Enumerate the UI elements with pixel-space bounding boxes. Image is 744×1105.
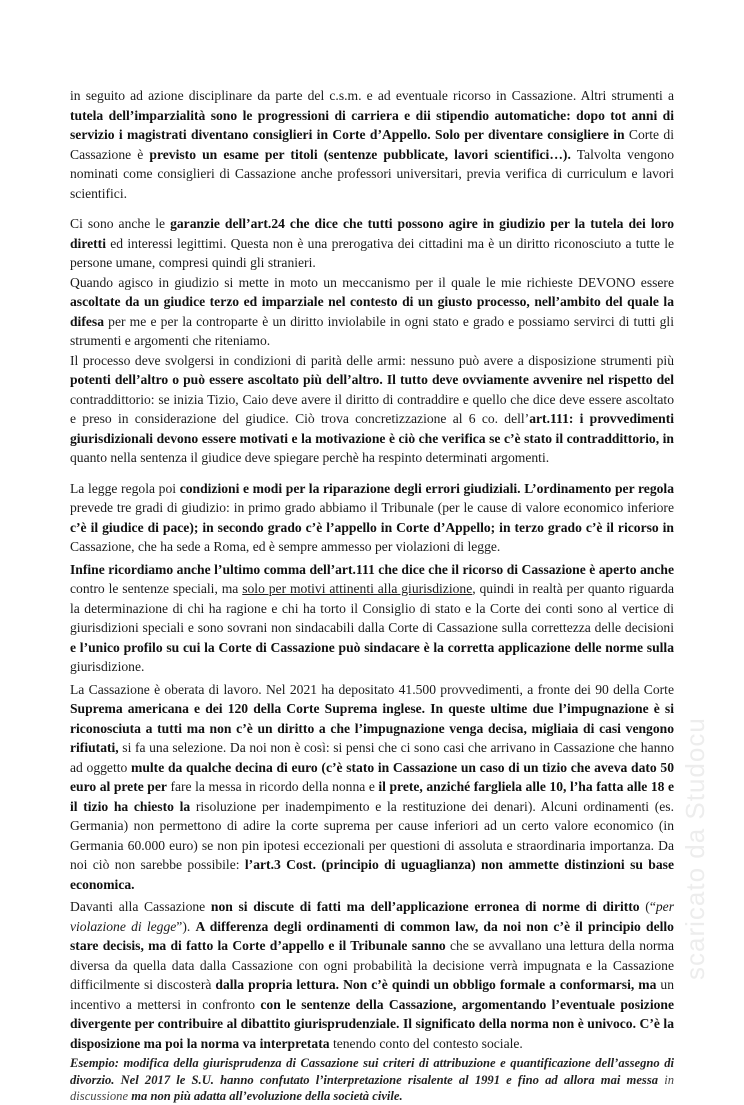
text: contro le sentenze speciali, ma bbox=[70, 581, 243, 596]
text: Talvolta vengono nominati come consiglieri di Cassazione anche professori universitari, previa verifica di curriculum e lavori scientifici. bbox=[70, 146, 675, 201]
document-page bbox=[70, 86, 674, 1105]
text: ed interessi legittimi. Questa non è una prerogativa dei cittadini ma è un diritto riconosciuto a tutte le persone umane, compresi quindi gli stranieri. bbox=[70, 235, 674, 270]
text: La Cassazione è oberata di lavoro. Nel 2021 ha depositato 41.500 provvedimenti, a fronte dei 90 della Corte bbox=[70, 681, 674, 697]
text: per me e per la controparte è un diritto inviolabile in ogni stato e grado e possiamo servirci di tutti gli strumenti e argomenti che riteniamo. bbox=[70, 313, 674, 348]
text: contraddittorio: se inizia Tizio, Caio deve avere il diritto di contraddire e quello che dice deve essere ascoltato e preso in considerazione del giudice. Ciò trova concretizzazione al 6 co. dell’ bbox=[70, 391, 674, 426]
bold-text: l’art.3 Cost. (principio di uguaglianza) non ammette distinzioni su base economica. bbox=[70, 857, 674, 892]
bold-text: multe da qualche decina di euro (c’è stato in Cassazione un caso di un tizio che aveva dato 50 euro al prete per bbox=[70, 759, 674, 794]
paragraph-csm-appointments bbox=[70, 86, 674, 203]
paragraph-art24 bbox=[70, 214, 674, 273]
text: Corte di Cassazione è bbox=[70, 127, 675, 162]
text: un incentivo a mettersi in confronto bbox=[70, 977, 674, 1012]
text: Quando agisco in giudizio si mette in moto un meccanismo per il quale le mie richieste DEVONO essere bbox=[70, 274, 674, 290]
text: fare la messa in ricordo della nonna e bbox=[166, 779, 379, 794]
paragraph-gap bbox=[70, 468, 674, 479]
paragraph-giusto-processo bbox=[70, 273, 674, 351]
bold-text: e l’unico profilo su cui la Corte di Cassazione può sindacare è la corretta applicazione delle norme sulla bbox=[70, 639, 674, 655]
example-note bbox=[70, 1055, 674, 1105]
bold-text: A differenza degli ordinamenti di common law, da noi non c’è il principio dello stare decisis, ma di fatto la Corte d’appello e il Tribunale sanno bbox=[70, 918, 674, 953]
text: ”). bbox=[176, 918, 196, 934]
paragraph-gap bbox=[70, 203, 674, 214]
text: in seguito ad azione disciplinare da parte del c.s.m. e ad eventuale ricorso in Cassazione. Altri strumenti a bbox=[70, 88, 674, 103]
text: che se avvallano una lettura della norma diversa da quella data dalla Cassazione con ogni probabilità la decisione verrà impugnata e la Cassazione difficilmente si discosterà bbox=[70, 938, 675, 992]
bold-text: c’è il giudice di pace); in secondo grado c’è l’appello in Corte d’Appello; in terzo grado c’è il ricorso in bbox=[70, 519, 674, 535]
bold-text: Infine ricordiamo anche l’ultimo comma dell’art.111 che dice che il ricorso di Cassazione è aperto anche bbox=[70, 561, 674, 577]
italic-bold-text: ma non più adatta all’evoluzione della società civile. bbox=[131, 1089, 403, 1103]
text: Il processo deve svolgersi in condizioni di parità delle armi: nessuno può avere a disposizione strumenti più bbox=[70, 352, 674, 368]
text: quanto nella sentenza il giudice deve spiegare perchè ha respinto determinati argomenti. bbox=[70, 450, 550, 465]
bold-text: art.111: i provvedimenti giurisdizionali devono essere motivati e la motivazione è ciò che verifica se c’è stato il contraddittorio, in bbox=[70, 411, 674, 446]
text: , quindi in realtà per quanto riguarda la determinazione di chi ha ragione e chi ha torto il Consiglio di stato e la Corte dei conti sono al vertice di giurisdizioni speciali e sono sovrani non sindacabili dalla Corte di Cassazione sulla correttezza delle decisioni bbox=[70, 581, 674, 635]
paragraph-stare-decisis bbox=[70, 897, 674, 1053]
text: giurisdizione. bbox=[70, 659, 145, 674]
text: tenendo conto del contesto sociale. bbox=[329, 1035, 523, 1051]
bold-text: ascoltate da un giudice terzo ed imparziale nel contesto di un giusto processo, nell’ambito del quale la difesa bbox=[70, 294, 674, 329]
text: Cassazione, che ha sede a Roma, ed è sempre ammesso per violazioni di legge. bbox=[70, 539, 501, 554]
text: si fa una selezione. Da noi non è così: si pensi che ci sono casi che arrivano in Cassazione che hanno ad oggetto bbox=[70, 740, 674, 775]
bold-text: previsto un esame per titoli (sentenze pubblicate, lavori scientifici…). bbox=[149, 146, 571, 162]
text: Davanti alla Cassazione bbox=[70, 899, 211, 914]
italic-text: per violazione di legge bbox=[70, 899, 674, 934]
watermark: scaricato da Studocu bbox=[680, 717, 710, 980]
italic-text: in discussione bbox=[70, 1072, 674, 1103]
paragraph-parita-armi bbox=[70, 351, 674, 468]
italic-bold-text: Esempio: modifica della giurisprudenza di Cassazione sui criteri di attribuzione e quantificazione dell’assegno di divorzio. Nel 2017 le S.U. hanno confutato l’interpretazione risalente al 1991 e fino ad allora mai messa bbox=[70, 1056, 674, 1087]
bold-text: condizioni e modi per la riparazione degli errori giudiziali. L’ordinamento per regola bbox=[179, 480, 674, 496]
bold-text: con le sentenze della Cassazione, argomentando l’eventuale posizione divergente per contribuire al dibattito giurisprudenziale. Il significato della norma non è univoco. C’è la disposizione ma poi la norma va interpretata bbox=[70, 996, 674, 1051]
underlined-text: solo per motivi attinenti alla giurisdizione bbox=[242, 581, 473, 596]
bold-text: garanzie dell’art.24 che dice che tutti possono agire in giudizio per la tutela dei loro diretti bbox=[70, 216, 674, 251]
paragraph-art111-ultimo-comma bbox=[70, 560, 674, 677]
bold-text: il prete, anziché fargliela alle 10, l’ha fatta alle 18 e il tizio ha chiesto la bbox=[70, 779, 674, 814]
text: (“ bbox=[639, 899, 656, 914]
text: prevede tre gradi di giudizio: in primo grado abbiamo il Tribunale (per le cause di valore economico inferiore bbox=[70, 500, 674, 515]
bold-text: potenti dell’altro o può essere ascoltato più dell’altro. Il tutto deve ovviamente avvenire nel rispetto del bbox=[70, 372, 674, 387]
text: Ci sono anche le bbox=[70, 216, 171, 231]
bold-text: non si discute di fatti ma dell’applicazione erronea di norme di diritto bbox=[210, 899, 640, 914]
bold-text: dalla propria lettura. Non c’è quindi un obbligo formale a conformarsi, ma bbox=[215, 977, 657, 992]
text: La legge regola poi bbox=[70, 480, 180, 496]
bold-text: Suprema americana e dei 120 della Corte Suprema inglese. In queste ultime due l’impugnazione è si riconosciuta a tutti ma non c’è un diritto a che l’impugnazione venga decisa, migliaia di casi vengono rifiutati, bbox=[70, 701, 674, 755]
paragraph-cassazione-lavoro bbox=[70, 680, 674, 895]
text: risoluzione per inadempimento e la restituzione dei denari). Alcuni ordinamenti (es. Germania) non permettono di adire la corte suprema per cause inferiori ad un certo valore economico (in Germania 60.000 euro) se non pin ipotesi eccezionali per questioni di assoluta e straordinaria importanza. Da noi ciò non sarebbe possibile: bbox=[70, 798, 674, 872]
bold-text: tutela dell’imparzialità sono le progressioni di carriera e dii stipendio automatiche: dopo tot anni di servizio i magistrati diventano consiglieri in Corte d’Appello. Solo per diventare consigliere in bbox=[70, 107, 674, 142]
paragraph-gradi-giudizio bbox=[70, 479, 674, 557]
